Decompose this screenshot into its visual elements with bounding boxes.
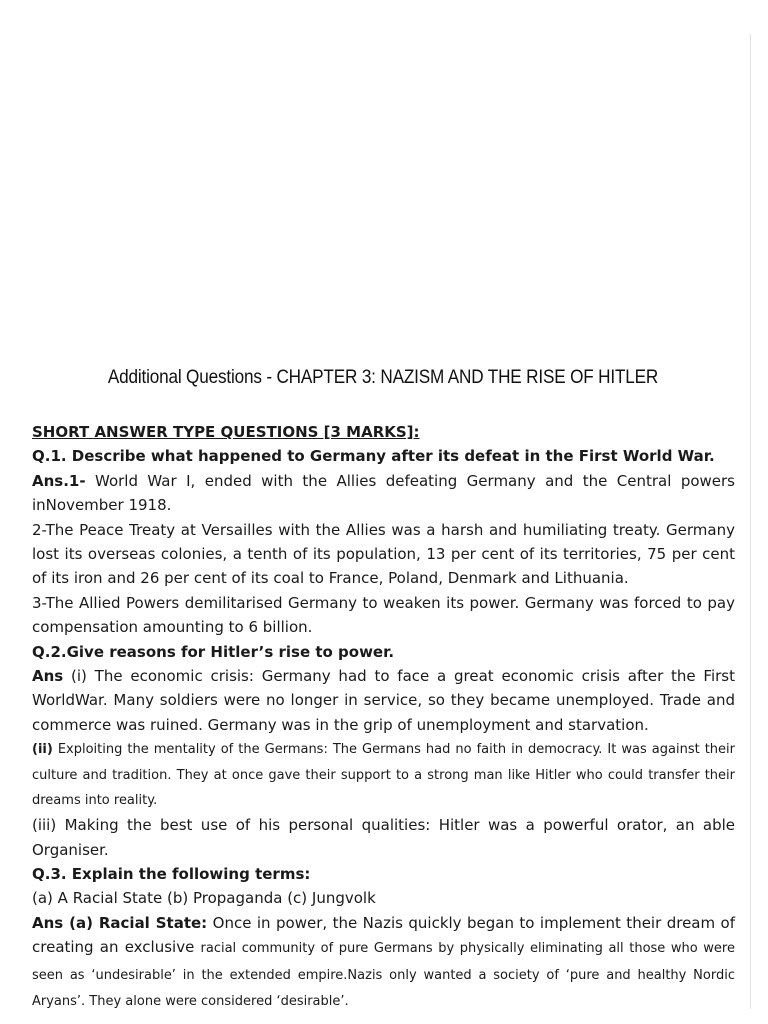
answer-label: Ans (a) Racial State: bbox=[32, 913, 208, 932]
answer-1-point-2: 2-The Peace Treaty at Versailles with the Allies was a harsh and humiliating treaty. Germany lost its overseas colonies, a tenth of its population, 13 per cent of its territories, 75 per cent of its iron and 26 per cent of its coal to France, Poland, Denmark and Lithuania. bbox=[32, 520, 735, 588]
answer-1-point-3: 3-The Allied Powers demilitarised Germany to weaken its power. Germany was forced to pay compensation amounting to 6 billion. bbox=[32, 593, 735, 637]
section-heading: SHORT ANSWER TYPE QUESTIONS [3 MARKS]: bbox=[32, 423, 420, 441]
document-title: Additional Questions - CHAPTER 3: NAZISM AND THE RISE OF HITLER bbox=[107, 366, 659, 388]
answer-3: Ans (a) Racial State: Once in power, the Nazis quickly began to implement their dream of creating an exclusive racial community of pure Germans by physically eliminating all those who were seen as ‘undesirable’ in the extended empire.Nazis only wanted a society of ‘pure and healthy Nordic Aryans’. They alone were considered ‘desirable’. bbox=[32, 913, 736, 1009]
answer-2-point-1: Ans (i) The economic crisis: Germany had to face a great economic crisis after the First WorldWar. Many soldiers were no longer in service, so they became unemployed. Trade and commerce was ruined. Germany was in the grip of unemployment and starvation. bbox=[32, 667, 735, 734]
question-1: Q.1. Describe what happened to Germany after its defeat in the First World War. bbox=[32, 447, 715, 466]
question-2: Q.2.Give reasons for Hitler’s rise to power. bbox=[32, 642, 395, 661]
answer-1: Ans.1- World War I, ended with the Allies defeating Germany and the Central powers inNovember 1918. bbox=[32, 471, 735, 515]
answer-2-point-3: (iii) Making the best use of his personal qualities: Hitler was a powerful orator, an able Organiser. bbox=[32, 816, 735, 859]
page-edge-divider bbox=[750, 34, 751, 1009]
answer-label: Ans bbox=[32, 667, 64, 686]
question-3-terms: (a) A Racial State (b) Propaganda (c) Jungvolk bbox=[32, 889, 376, 908]
question-3: Q.3. Explain the following terms: bbox=[32, 864, 311, 883]
answer-label: Ans.1- bbox=[32, 471, 86, 490]
answer-2-point-2: (ii) Exploiting the mentality of the Germans: The Germans had no faith in democracy. It was against their culture and tradition. They at once gave their support to a strong man like Hitler who could transfer their dreams into reality. bbox=[32, 742, 735, 808]
document-body bbox=[32, 420, 735, 1014]
